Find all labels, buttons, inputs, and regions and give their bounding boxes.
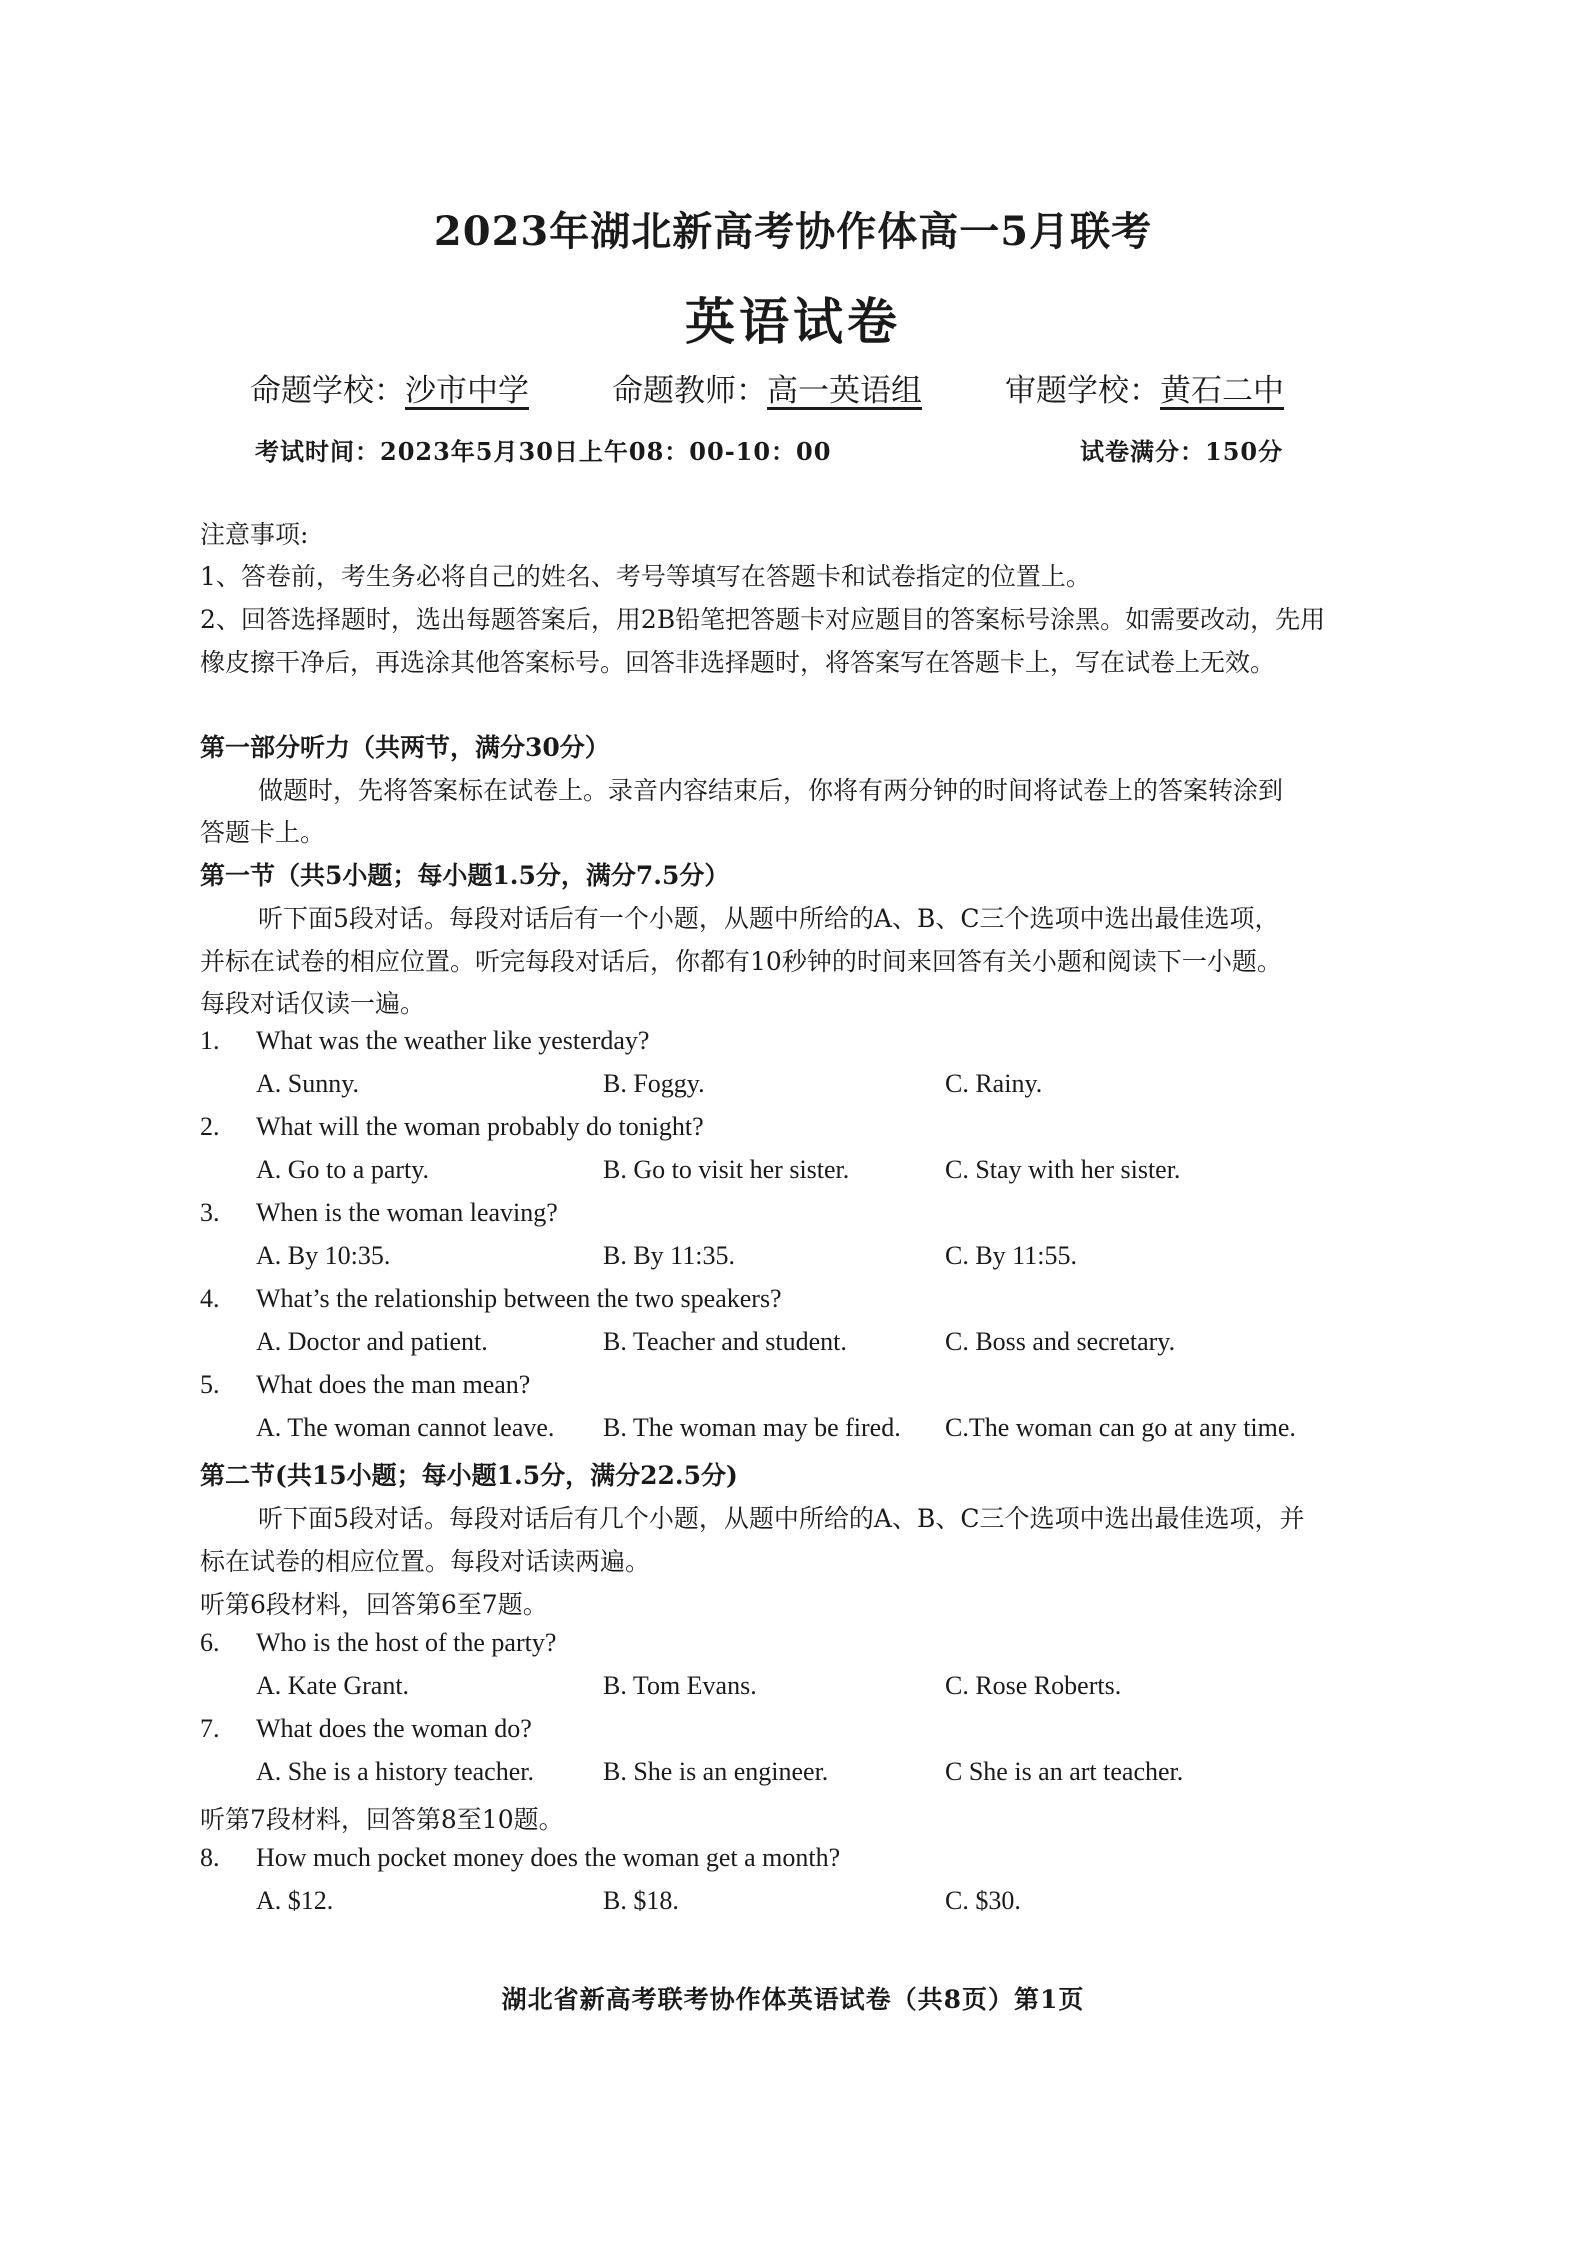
question-number: 7. <box>200 1714 220 1743</box>
option-a: A. The woman cannot leave. <box>256 1413 555 1442</box>
section1-intro-line-3: 每段对话仅读一遍。 <box>200 989 426 1018</box>
option-a: A. By 10:35. <box>256 1241 391 1270</box>
reviewing-school-label: 审题学校： <box>1005 373 1160 409</box>
option-a: A. Sunny. <box>256 1069 360 1098</box>
option-a: A. $12. <box>256 1886 334 1915</box>
notice-heading: 注意事项: <box>200 520 309 549</box>
option-a: A. Doctor and patient. <box>256 1327 488 1356</box>
option-c: C. By 11:55. <box>945 1241 1077 1270</box>
question-number: 8. <box>200 1843 220 1872</box>
question-number: 2. <box>200 1112 220 1141</box>
question-text: When is the woman leaving? <box>256 1198 558 1227</box>
option-a: A. Go to a party. <box>256 1155 430 1184</box>
question-text: What was the weather like yesterday? <box>256 1026 650 1055</box>
part1-heading: 第一部分听力（共两节，满分30分） <box>200 733 610 762</box>
exam-title: 2023年湖北新高考协作体高一5月联考 <box>433 208 1153 255</box>
notice-item-2-line-2: 橡皮擦干净后，再选涂其他答案标号。回答非选择题时，将答案写在答题卡上，写在试卷上无效。 <box>200 648 1276 677</box>
proposing-school-value: 沙市中学 <box>405 373 529 409</box>
question-text: What will the woman probably do tonight? <box>256 1112 704 1141</box>
section2-intro-line-1: 听下面5段对话。每段对话后有几个小题，从题中所给的A、B、C三个选项中选出最佳选项，并 <box>258 1504 1305 1533</box>
question-number: 1. <box>200 1026 220 1055</box>
question-number: 6. <box>200 1628 220 1657</box>
option-a: A. She is a history teacher. <box>256 1757 534 1786</box>
full-score: 试卷满分：150分 <box>1080 437 1284 466</box>
material-7-instruction: 听第7段材料，回答第8至10题。 <box>200 1805 564 1834</box>
option-b: B. She is an engineer. <box>603 1757 829 1786</box>
notice-item-2-line-1: 2、回答选择题时，选出每题答案后，用2B铅笔把答题卡对应题目的答案标号涂黑。如需要改动，先用 <box>200 605 1326 634</box>
section2-heading: 第二节(共15小题；每小题1.5分，满分22.5分) <box>200 1461 738 1490</box>
page-footer: 湖北省新高考联考协作体英语试卷（共8页）第1页 <box>501 1985 1085 2014</box>
question-number: 4. <box>200 1284 220 1313</box>
option-c: C. Boss and secretary. <box>945 1327 1176 1356</box>
option-b: B. Foggy. <box>603 1069 705 1098</box>
proposing-teacher-label: 命题教师： <box>612 373 767 409</box>
section2-intro-line-2: 标在试卷的相应位置。每段对话读两遍。 <box>200 1547 651 1576</box>
option-a: A. Kate Grant. <box>256 1671 410 1700</box>
proposing-teacher <box>612 365 922 410</box>
option-c: C. Rose Roberts. <box>945 1671 1122 1700</box>
exam-time: 考试时间：2023年5月30日上午08：00-10：00 <box>255 437 832 466</box>
notice-item-1: 1、答卷前，考生务必将自己的姓名、考号等填写在答题卡和试卷指定的位置上。 <box>200 562 1091 591</box>
question-text: What does the woman do? <box>256 1714 532 1743</box>
exam-subtitle: 英语试卷 <box>685 292 901 351</box>
question-text: What’s the relationship between the two speakers? <box>256 1284 782 1313</box>
option-b: B. $18. <box>603 1886 679 1915</box>
option-b: B. Tom Evans. <box>603 1671 757 1700</box>
proposing-teacher-value: 高一英语组 <box>767 373 922 409</box>
section1-intro-line-1: 听下面5段对话。每段对话后有一个小题，从题中所给的A、B、C三个选项中选出最佳选项， <box>258 904 1280 933</box>
question-text: What does the man mean? <box>256 1370 531 1399</box>
question-text: Who is the host of the party? <box>256 1628 557 1657</box>
option-b: B. Teacher and student. <box>603 1327 847 1356</box>
option-c: C.The woman can go at any time. <box>945 1413 1296 1442</box>
option-b: B. The woman may be fired. <box>603 1413 901 1442</box>
option-c: C She is an art teacher. <box>945 1757 1184 1786</box>
reviewing-school <box>1005 365 1284 410</box>
section1-intro-line-2: 并标在试卷的相应位置。听完每段对话后，你都有10秒钟的时间来回答有关小题和阅读下一小题。 <box>200 947 1282 976</box>
option-c: C. Stay with her sister. <box>945 1155 1181 1184</box>
question-number: 5. <box>200 1370 220 1399</box>
part1-intro-line-1: 做题时，先将答案标在试卷上。录音内容结束后，你将有两分钟的时间将试卷上的答案转涂到 <box>258 776 1284 805</box>
option-c: C. $30. <box>945 1886 1021 1915</box>
section1-heading: 第一节（共5小题；每小题1.5分，满分7.5分） <box>200 861 730 890</box>
proposing-school <box>250 365 529 410</box>
option-b: B. Go to visit her sister. <box>603 1155 850 1184</box>
question-text: How much pocket money does the woman get a month? <box>256 1843 841 1872</box>
option-b: B. By 11:35. <box>603 1241 735 1270</box>
question-number: 3. <box>200 1198 220 1227</box>
option-c: C. Rainy. <box>945 1069 1043 1098</box>
proposing-school-label: 命题学校： <box>250 373 405 409</box>
material-6-instruction: 听第6段材料，回答第6至7题。 <box>200 1590 548 1619</box>
reviewing-school-value: 黄石二中 <box>1160 373 1284 409</box>
part1-intro-line-2: 答题卡上。 <box>200 818 326 847</box>
